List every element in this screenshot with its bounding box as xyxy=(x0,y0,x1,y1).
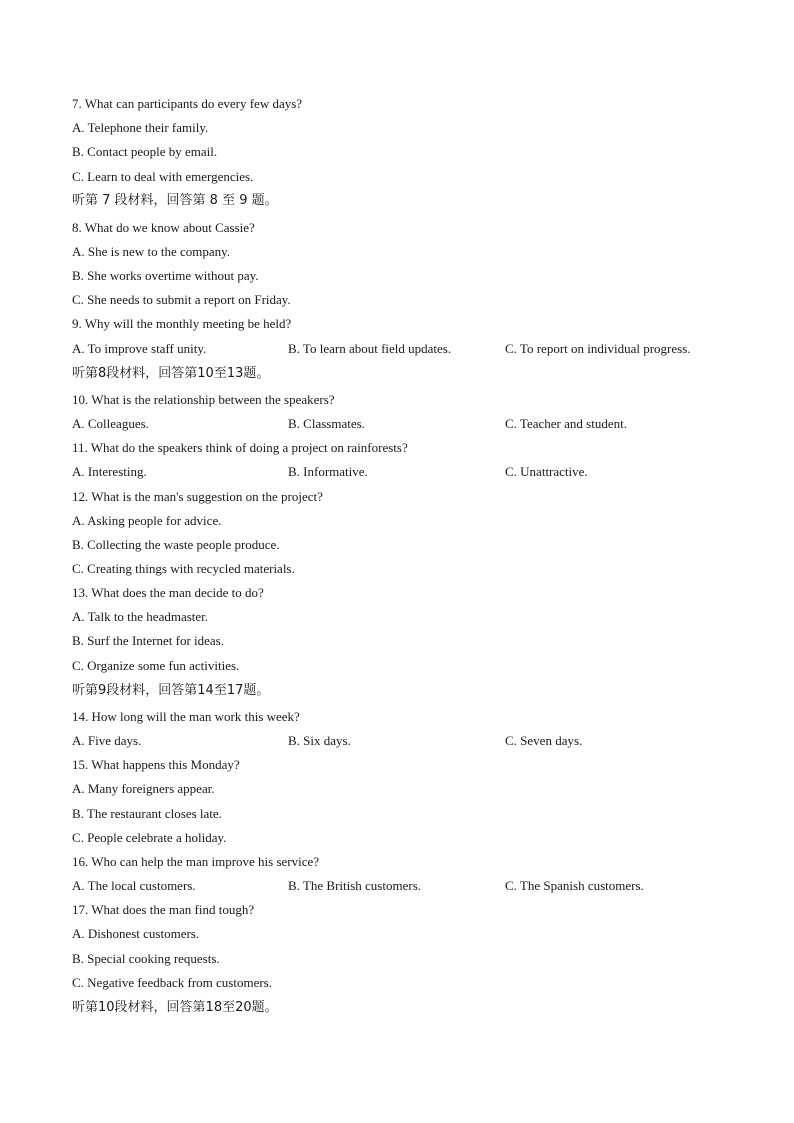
question-14-option-a: A. Five days. xyxy=(72,733,142,748)
question-16-options xyxy=(0,878,794,894)
question-9: 9. Why will the monthly meeting be held? xyxy=(72,316,292,331)
question-7: 7. What can participants do every few days? xyxy=(72,96,303,111)
question-17: 17. What does the man find tough? xyxy=(72,902,255,917)
question-9-option-b: B. To learn about field updates. xyxy=(288,341,452,356)
question-12-option-a: A. Asking people for advice. xyxy=(72,513,222,528)
question-9-option-a: A. To improve staff unity. xyxy=(72,341,207,356)
question-11: 11. What do the speakers think of doing a project on rainforests? xyxy=(72,440,408,455)
question-15-option-a: A. Many foreigners appear. xyxy=(72,781,215,796)
question-14-options xyxy=(0,733,794,749)
question-17-option-b: B. Special cooking requests. xyxy=(72,951,220,966)
question-11-options xyxy=(0,464,794,480)
question-10-option-a: A. Colleagues. xyxy=(72,416,149,431)
question-11-option-a: A. Interesting. xyxy=(72,464,147,479)
question-14-option-b: B. Six days. xyxy=(288,733,351,748)
question-13: 13. What does the man decide to do? xyxy=(72,585,264,600)
question-7-option-b: B. Contact people by email. xyxy=(72,144,218,159)
question-12: 12. What is the man's suggestion on the project? xyxy=(72,489,323,504)
question-10: 10. What is the relationship between the speakers? xyxy=(72,392,335,407)
section-8-instruction: 听第8段材料，回答第10至13题。 xyxy=(72,366,270,381)
question-10-option-b: B. Classmates. xyxy=(288,416,365,431)
question-17-option-a: A. Dishonest customers. xyxy=(72,926,200,941)
question-9-option-c: C. To report on individual progress. xyxy=(505,341,691,356)
question-8: 8. What do we know about Cassie? xyxy=(72,220,255,235)
question-13-option-a: A. Talk to the headmaster. xyxy=(72,609,209,624)
question-15-option-c: C. People celebrate a holiday. xyxy=(72,830,227,845)
question-14: 14. How long will the man work this week? xyxy=(72,709,300,724)
question-9-options xyxy=(0,341,794,357)
question-16-option-a: A. The local customers. xyxy=(72,878,196,893)
section-7-instruction: 听第 7 段材料，回答第 8 至 9 题。 xyxy=(72,193,278,208)
question-16-option-b: B. The British customers. xyxy=(288,878,422,893)
question-12-option-c: C. Creating things with recycled materials. xyxy=(72,561,295,576)
question-10-option-c: C. Teacher and student. xyxy=(505,416,627,431)
question-12-option-b: B. Collecting the waste people produce. xyxy=(72,537,280,552)
question-14-option-c: C. Seven days. xyxy=(505,733,583,748)
question-13-option-b: B. Surf the Internet for ideas. xyxy=(72,633,224,648)
section-10-instruction: 听第10段材料，回答第18至20题。 xyxy=(72,1000,278,1015)
question-10-options xyxy=(0,416,794,432)
question-17-option-c: C. Negative feedback from customers. xyxy=(72,975,272,990)
question-13-option-c: C. Organize some fun activities. xyxy=(72,658,240,673)
question-7-option-c: C. Learn to deal with emergencies. xyxy=(72,169,254,184)
question-8-option-b: B. She works overtime without pay. xyxy=(72,268,259,283)
question-15: 15. What happens this Monday? xyxy=(72,757,240,772)
question-16: 16. Who can help the man improve his service? xyxy=(72,854,320,869)
question-8-option-a: A. She is new to the company. xyxy=(72,244,231,259)
question-16-option-c: C. The Spanish customers. xyxy=(505,878,644,893)
question-8-option-c: C. She needs to submit a report on Friday. xyxy=(72,292,291,307)
question-11-option-b: B. Informative. xyxy=(288,464,368,479)
question-7-option-a: A. Telephone their family. xyxy=(72,120,209,135)
question-15-option-b: B. The restaurant closes late. xyxy=(72,806,222,821)
question-11-option-c: C. Unattractive. xyxy=(505,464,588,479)
section-9-instruction: 听第9段材料，回答第14至17题。 xyxy=(72,683,270,698)
